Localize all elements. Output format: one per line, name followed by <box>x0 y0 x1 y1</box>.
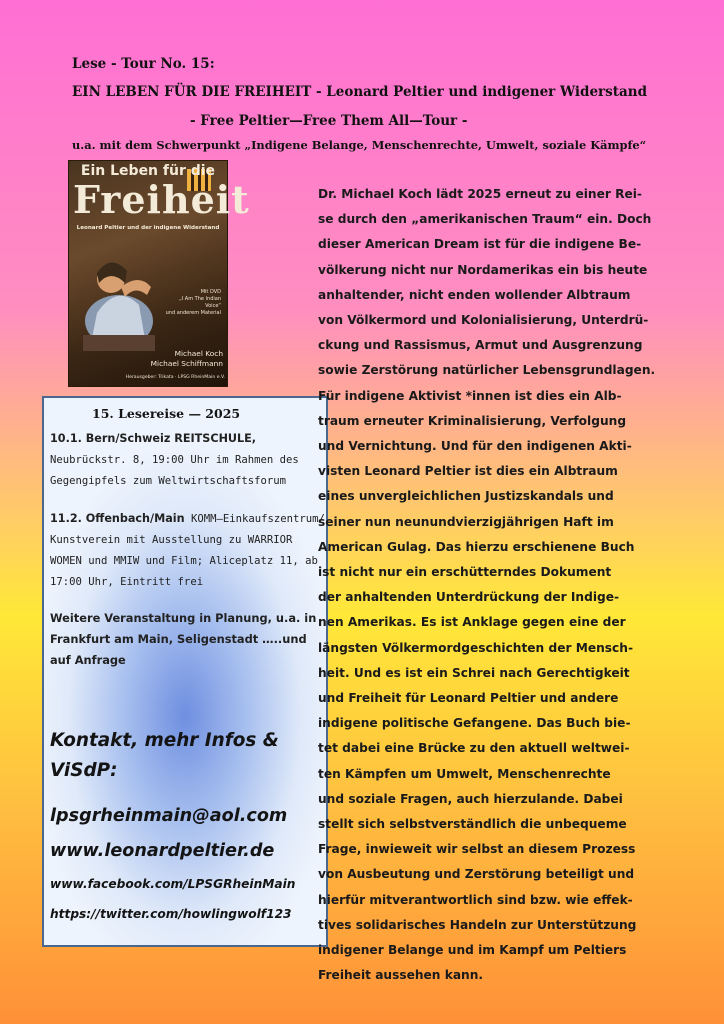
body-text-line: stellt sich selbstverständlich die unbequeme <box>318 817 627 832</box>
website-link[interactable]: www.leonardpeltier.de <box>50 841 275 861</box>
cover-subtitle: Leonard Peltier und der indigene Widerstand <box>76 225 220 231</box>
cover-figure-illustration <box>77 243 159 353</box>
main-title-heading: EIN LEBEN FÜR DIE FREIHEIT - Leonard Peltier und indigener Widerstand <box>72 84 648 100</box>
body-text-line: ckung und Rassismus, Armut und Ausgrenzung <box>318 338 643 353</box>
body-text-line: sowie Zerstörung natürlicher Lebensgrundlagen. <box>318 363 656 378</box>
main-description-text <box>318 182 656 989</box>
cover-authors: Michael Koch Michael Schiffmann <box>150 349 223 368</box>
body-text-line: der anhaltenden Unterdrückung der Indige- <box>318 590 620 605</box>
event-further-planned: Weitere Veranstaltung in Planung, u.a. in Frankfurt am Main, Seligenstadt …..und auf Anfrage <box>50 611 317 667</box>
focus-topics-line: u.a. mit dem Schwerpunkt „Indigene Belange, Menschenrechte, Umwelt, soziale Kämpfe“ <box>72 138 647 152</box>
cover-publisher: Herausgeber: Trikata · LPSG RheinMain e.V. <box>125 375 225 380</box>
cover-dvd-note: Mit DVD „I Am The Indian Voice“ und anderem Material <box>165 289 221 316</box>
body-text-line: längsten Völkermordgeschichten der Mensch- <box>318 640 634 655</box>
body-text-line: tives solidarisches Handeln zur Unterstützung <box>318 917 637 932</box>
facebook-link[interactable]: www.facebook.com/LPSGRheinMain <box>50 877 296 891</box>
event-offenbach: 11.2. Offenbach/Main KOMM—Einkaufszentrum/ Kunstverein mit Ausstellung zu WARRIOR WOMEN und MMIW und Film; Aliceplatz 11, ab 17:00 Uhr, Eintritt frei <box>50 512 325 588</box>
body-text-line: von Ausbeutung und Zerstörung beteiligt und <box>318 867 635 882</box>
twitter-link[interactable]: https://twitter.com/howlingwolf123 <box>50 907 292 921</box>
body-text-line: indigener Belange und im Kampf um Peltiers <box>318 943 627 958</box>
body-text-line: von Völkermord und Kolonialisierung, Unterdrü- <box>318 313 649 328</box>
body-text-line: heit. Und es ist ein Schrei nach Gerechtigkeit <box>318 665 630 680</box>
body-text-line: ten Kämpfen um Umwelt, Menschenrechte <box>318 766 611 781</box>
body-text-line: eines unvergleichlichen Justizskandals und <box>318 489 614 504</box>
body-text-line: American Gulag. Das hierzu erschienene Buch <box>318 539 635 554</box>
tour-dates-box <box>42 396 328 947</box>
body-text-line: Frage, inwieweit wir selbst an diesem Prozess <box>318 842 636 857</box>
body-text-line: Für indigene Aktivist *innen ist dies ein Alb- <box>318 388 622 403</box>
cover-title-main: Freiheit <box>73 177 250 222</box>
body-text-line: völkerung nicht nur Nordamerikas ein bis heute <box>318 262 648 277</box>
tour-number-heading: Lese - Tour No. 15: <box>72 56 215 72</box>
tour-subtitle: - Free Peltier—Free Them All—Tour - <box>190 113 468 129</box>
body-text-line: traum erneuter Kriminalisierung, Verfolgung <box>318 413 627 428</box>
body-text-line: und Vernichtung. Und für den indigenen Akti- <box>318 439 632 454</box>
body-text-line: visten Leonard Peltier ist dies ein Albtraum <box>318 464 618 479</box>
body-text-line: hierfür mitverantwortlich sind bzw. wie effek- <box>318 892 633 907</box>
contact-email-link[interactable]: lpsgrheinmain@aol.com <box>50 806 288 826</box>
body-text-line: und soziale Fragen, auch hierzulande. Dabei <box>318 791 623 806</box>
book-cover-image <box>68 160 250 387</box>
body-text-line: nen Amerikas. Es ist Anklage gegen eine der <box>318 615 626 630</box>
event-bern: 10.1. Bern/Schweiz REITSCHULE, Neubrückstr. 8, 19:00 Uhr im Rahmen des Gegengipfels zum Weltwirtschaftsforum <box>50 432 299 487</box>
body-text-line: und Freiheit für Leonard Peltier und andere <box>318 691 619 706</box>
contact-heading: Kontakt, mehr Infos & ViSdP: <box>50 730 279 781</box>
body-text-line: se durch den „amerikanischen Traum“ ein. Doch <box>318 212 652 227</box>
body-text-line: tet dabei eine Brücke zu den aktuell weltwei- <box>318 741 630 756</box>
body-text-line: indigene politische Gefangene. Das Buch bie- <box>318 716 631 731</box>
body-text-line: dieser American Dream ist für die indigene Be- <box>318 237 642 252</box>
body-text-line: Dr. Michael Koch lädt 2025 erneut zu einer Rei- <box>318 187 642 201</box>
body-text-line: Freiheit aussehen kann. <box>318 968 484 983</box>
body-text-line: ist nicht nur ein erschütterndes Dokument <box>318 565 612 580</box>
body-text-line: seiner nun neunundvierzigjährigen Haft im <box>318 514 614 529</box>
box-title: 15. Lesereise — 2025 <box>92 406 241 421</box>
cover-title-top: Ein Leben für die <box>80 163 216 179</box>
body-text-line: anhaltender, nicht enden wollender Albtraum <box>318 287 631 302</box>
